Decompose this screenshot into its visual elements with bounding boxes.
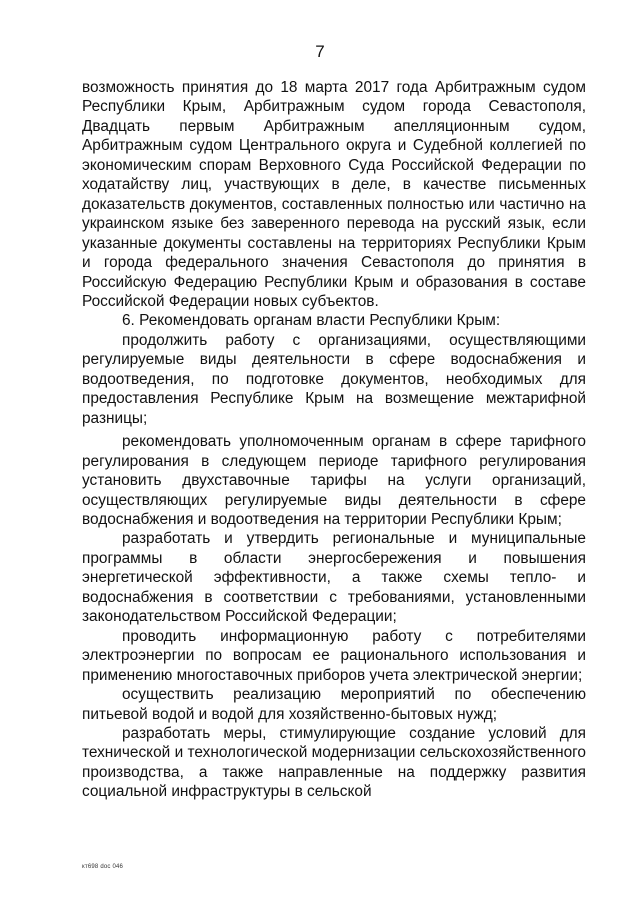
paragraph-consumer-information: проводить информационную работу с потребителями электроэнергии по вопросам ее рационального использования и применению многоставочных приборов учета электрической энергии; xyxy=(82,627,586,684)
page-number: 7 xyxy=(315,42,325,61)
paragraph-agricultural-modernization: разработать меры, стимулирующие создание условий для технической и технологической модернизации сельскохозяйственного производства, а также направленные на поддержку развития социальной инфраструктуры в сельской xyxy=(82,724,586,801)
paragraph-water-supply-work: продолжить работу с организациями, осуществляющими регулируемые виды деятельности в сфере водоснабжения и водоотведения, по подготовке документов, необходимых для предоставления Республике Крым на возмещение межтарифной разницы; xyxy=(82,331,586,427)
paragraph-item-6-heading: 6. Рекомендовать органам власти Республики Крым: xyxy=(122,312,501,330)
paragraph-continuation: возможность принятия до 18 марта 2017 года Арбитражным судом Республики Крым, Арбитражным судом города Севастополя, Двадцать первым Арбитражным апелляционным судом, Арбитражным судом Центрального округа и Судебной коллегией по экономическим спорам Верховного Суда Российской Федерации по ходатайству лиц, участвующих в деле, в качестве письменных доказательств документов, составленных полностью или частично на украинском языке без заверенного перевода на русский язык, если указанные документы составлены на территориях Республики Крым и города федерального значения Севастополя до принятия в Российскую Федерацию Республики Крым и образования в составе Российской Федерации новых субъектов. xyxy=(82,79,586,310)
paragraph-energy-saving-programs: разработать и утвердить региональные и муниципальные программы в области энергосбережения и повышения энергетической эффективности, а также схемы тепло- и водоснабжения в соответствии с требованиями, установленными законодательством Российской Федерации; xyxy=(82,530,586,626)
paragraph-drinking-water: осуществить реализацию мероприятий по обеспечению питьевой водой и водой для хозяйственно-бытовых нужд; xyxy=(82,686,586,723)
document-body xyxy=(82,78,586,802)
footer-file-code: кт698 doc 046 xyxy=(82,864,124,870)
paragraph-tariff-regulation: рекомендовать уполномоченным органам в сфере тарифного регулирования в следующем периоде тарифного регулирования установить двухставочные тарифы на услуги организаций, осуществляющих регулируемые виды деятельности в сфере водоснабжения и водоотведения на территории Республики Крым; xyxy=(82,433,586,528)
